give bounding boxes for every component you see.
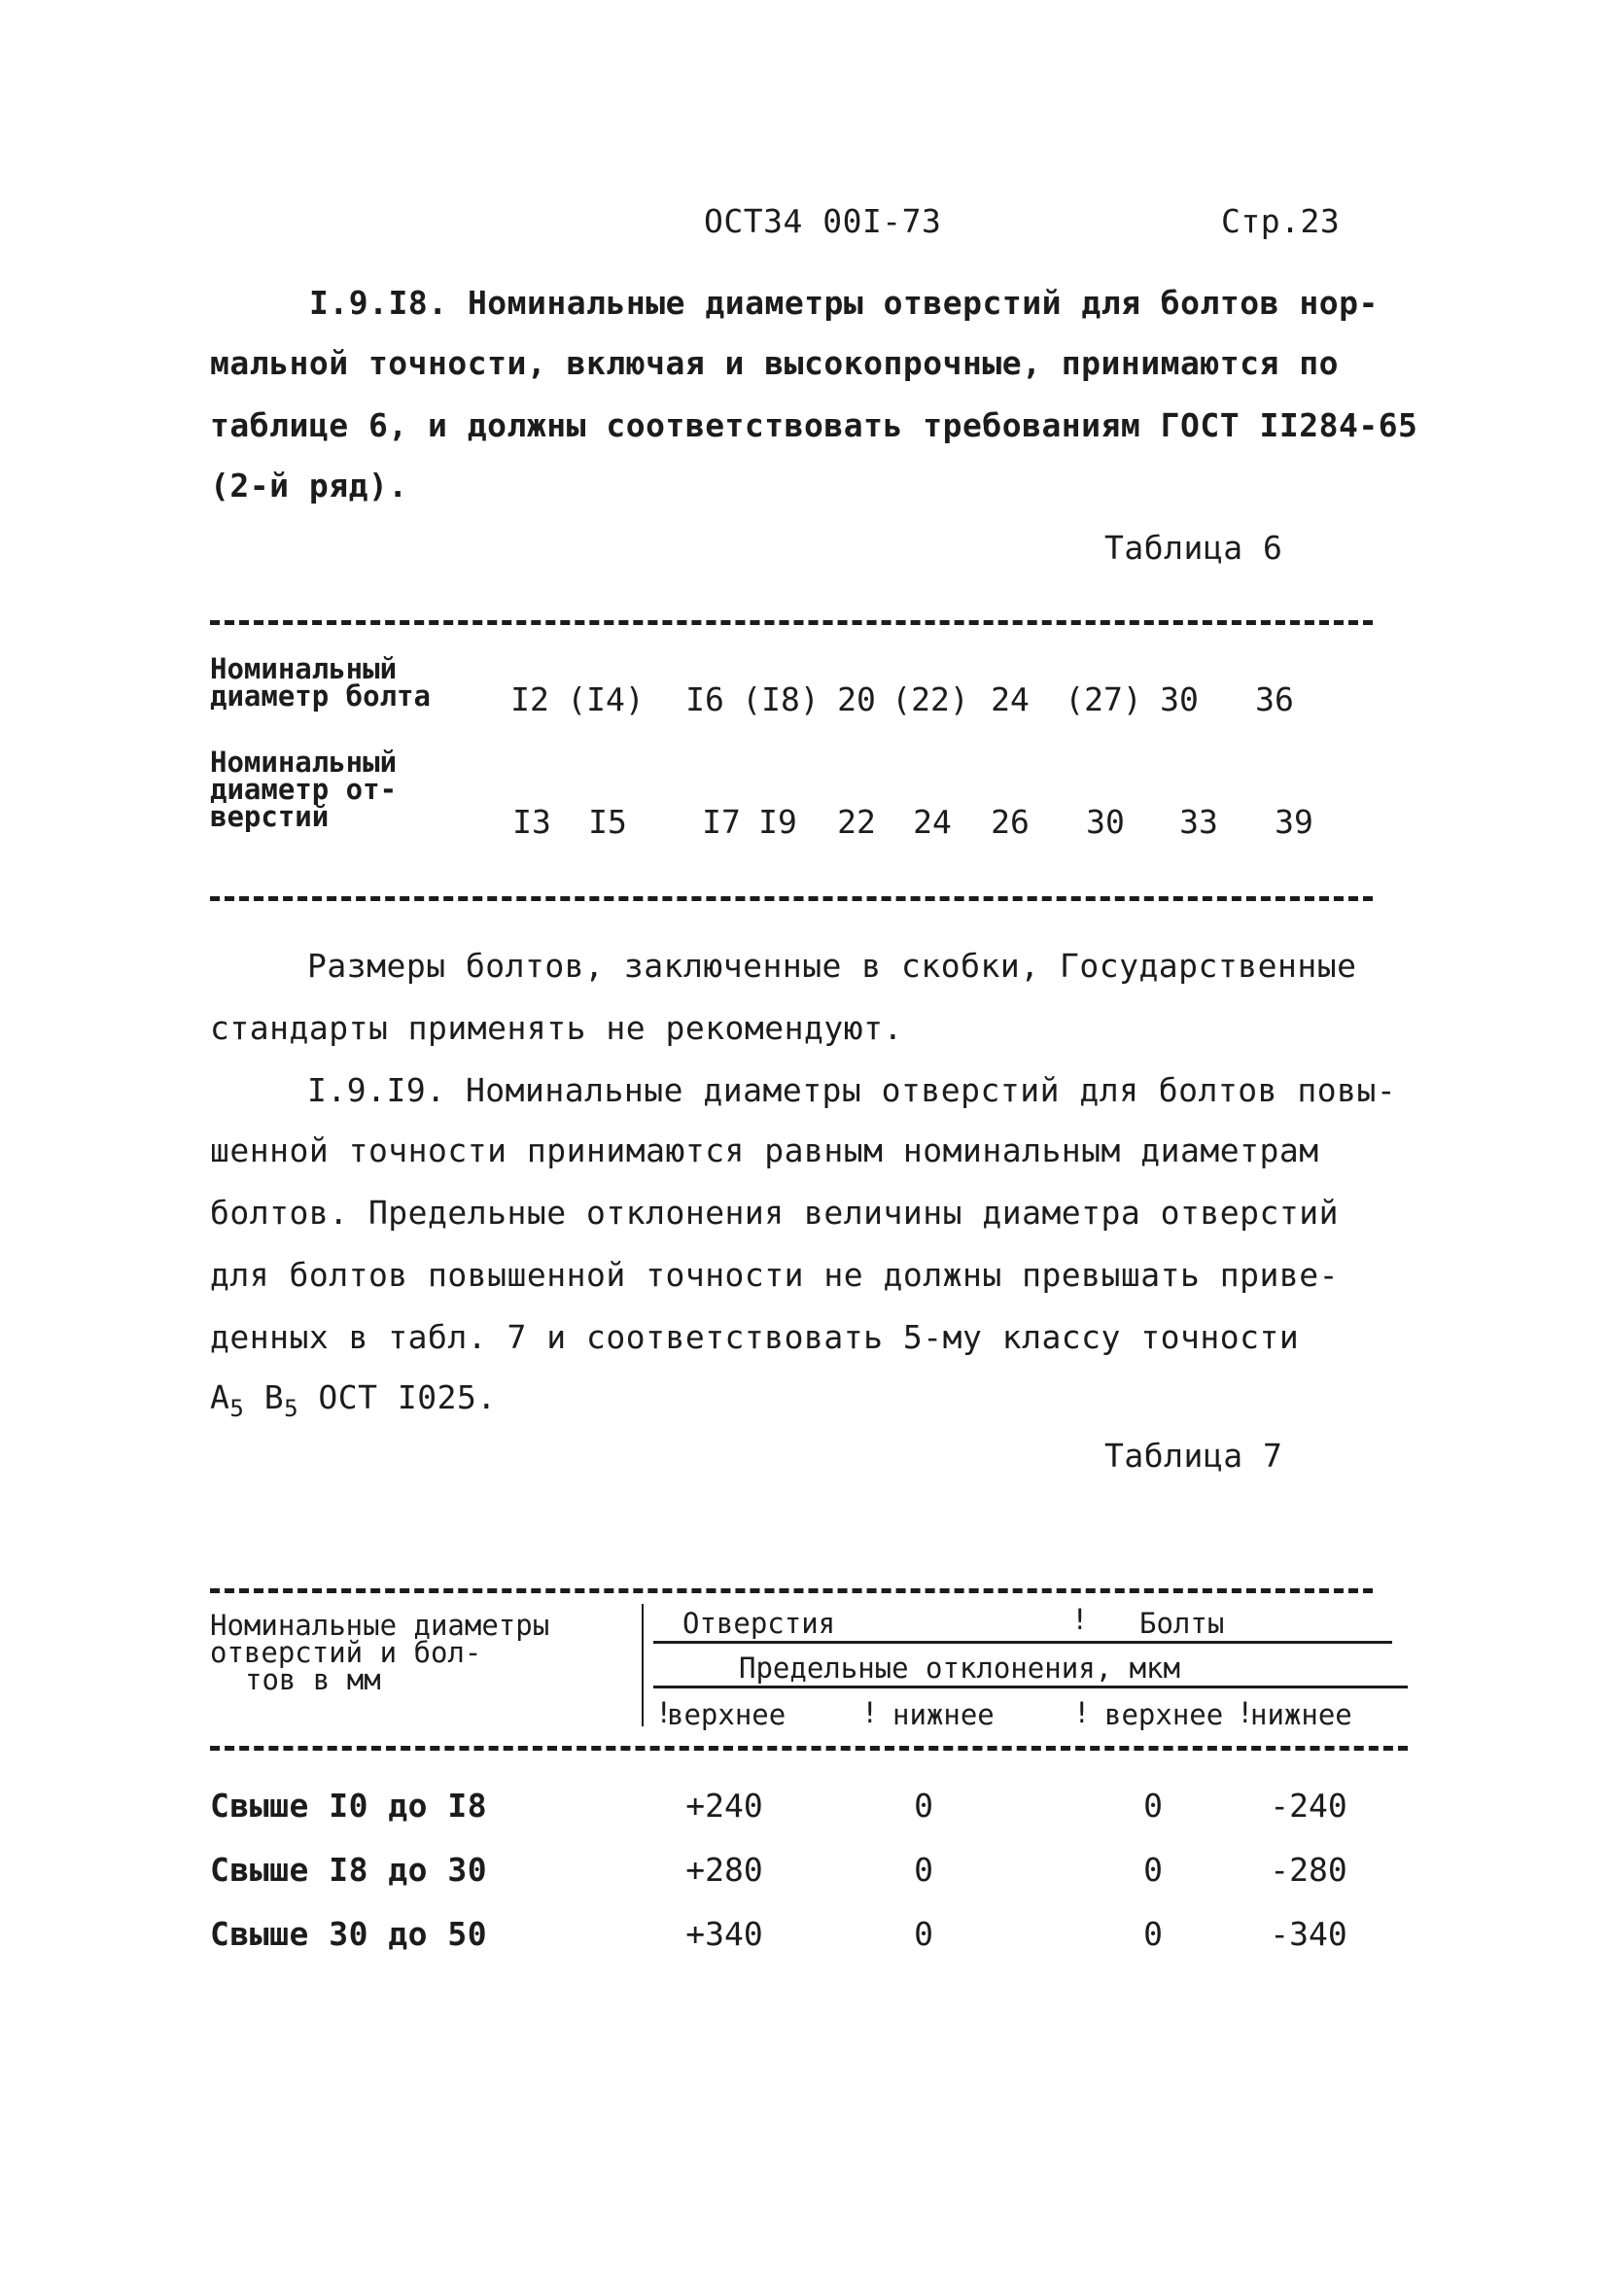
table7-cell: -240 bbox=[1270, 1787, 1347, 1825]
table7-cell: +340 bbox=[685, 1915, 763, 1953]
table6-row1-value: (I4) bbox=[567, 680, 645, 718]
para1-line: I.9.I8. Номинальные диаметры отверстий для болтов нор- bbox=[309, 284, 1379, 322]
table7-cell: +240 bbox=[685, 1787, 763, 1825]
table7-col-sep: ! bbox=[655, 1696, 673, 1729]
table6-row1-value: (22) bbox=[891, 680, 969, 718]
para2-line: денных в табл. 7 и соответствовать 5-му классу точности bbox=[210, 1318, 1300, 1356]
table7-subheader-underline bbox=[653, 1686, 1408, 1688]
table6-row2-value: I9 bbox=[758, 803, 797, 841]
table7-col-header: нижнее bbox=[1250, 1698, 1352, 1731]
table7-col-sep: ! bbox=[1073, 1696, 1091, 1729]
table6-caption: Таблица 6 bbox=[1104, 529, 1283, 567]
table7-head-label: Номинальные диаметры отверстий и бол- тов в мм bbox=[210, 1609, 550, 1696]
table7-col-header: верхнее bbox=[1104, 1698, 1224, 1731]
table7-cell: 0 bbox=[1143, 1787, 1163, 1825]
para1-line: мальной точности, включая и высокопрочные, принимаются по bbox=[210, 344, 1339, 382]
table7-subheader: Предельные отклонения, мкм bbox=[739, 1652, 1180, 1685]
table6-row2-value: 30 bbox=[1086, 803, 1125, 841]
table6-row1-value: 36 bbox=[1255, 680, 1294, 718]
para2-line: I.9.I9. Номинальные диаметры отверстий для болтов повы- bbox=[307, 1071, 1397, 1109]
table7-cell: 0 bbox=[914, 1851, 933, 1889]
table7-col-sep: ! bbox=[861, 1696, 879, 1729]
table6-row2-label: Номинальный диаметр от- верстий bbox=[210, 746, 398, 833]
table6-row1-value: I6 bbox=[685, 680, 724, 718]
table7-cell: 0 bbox=[1143, 1915, 1163, 1953]
para1-line: таблице 6, и должны соответствовать требованиям ГОСТ II284-65 bbox=[210, 406, 1418, 444]
table7-row-label: Свыше I0 до I8 bbox=[210, 1787, 488, 1825]
page-number: Стр.23 bbox=[1221, 202, 1341, 240]
note-line: Размеры болтов, заключенные в скобки, Государственные bbox=[307, 947, 1357, 985]
table7-col-sep: ! bbox=[1237, 1696, 1254, 1729]
para2-line: шенной точности принимаются равным номинальным диаметрам bbox=[210, 1131, 1319, 1169]
table7-cell: 0 bbox=[914, 1915, 933, 1953]
table7-top-rule bbox=[210, 1588, 1373, 1593]
table7-group-separator: ! bbox=[1071, 1603, 1089, 1636]
para2-line: болтов. Предельные отклонения величины диаметра отверстий bbox=[210, 1194, 1339, 1232]
table7-vertical-divider bbox=[642, 1604, 644, 1726]
table7-cell: -340 bbox=[1270, 1915, 1347, 1953]
para2-last-line: $A_5$ $B_5$ ОСТ I025. bbox=[210, 1378, 497, 1422]
table6-row1-value: 20 bbox=[837, 680, 876, 718]
table6-row2-value: 33 bbox=[1179, 803, 1218, 841]
document-code: ОСТ34 00I-73 bbox=[704, 202, 942, 240]
table6-row2-value: I5 bbox=[588, 803, 627, 841]
table6-row2-value: 26 bbox=[991, 803, 1030, 841]
table7-group-underline bbox=[653, 1641, 1392, 1644]
table7-group-bolts: Болты bbox=[1139, 1607, 1225, 1640]
table7-cell: 0 bbox=[914, 1787, 933, 1825]
table6-row1-value: 24 bbox=[991, 680, 1030, 718]
table6-top-rule bbox=[210, 620, 1373, 625]
para1-line: (2-й ряд). bbox=[210, 467, 408, 504]
table6-row1-value: (27) bbox=[1065, 680, 1142, 718]
note-line: стандарты применять не рекомендуют. bbox=[210, 1009, 903, 1047]
table6-row2-value: 24 bbox=[913, 803, 952, 841]
table7-cell: +280 bbox=[685, 1851, 763, 1889]
table6-row1-value: (I8) bbox=[742, 680, 820, 718]
table7-col-header: нижнее bbox=[892, 1698, 995, 1731]
table7-row-label: Свыше 30 до 50 bbox=[210, 1915, 488, 1953]
table7-group-holes: Отверстия bbox=[682, 1607, 836, 1640]
table7-cell: -280 bbox=[1270, 1851, 1347, 1889]
table6-row1-label: Номинальный диаметр болта bbox=[210, 652, 431, 713]
table6-row2-value: I7 bbox=[702, 803, 741, 841]
table6-row1-value: 30 bbox=[1160, 680, 1199, 718]
table6-bottom-rule bbox=[210, 896, 1373, 901]
table6-row2-value: 22 bbox=[837, 803, 876, 841]
para2-line: для болтов повышенной точности не должны превышать приве- bbox=[210, 1256, 1339, 1294]
table6-row2-value: 39 bbox=[1275, 803, 1313, 841]
table7-col-header: верхнее bbox=[667, 1698, 787, 1731]
table7-header-rule bbox=[210, 1746, 1408, 1751]
table6-row1-value: I2 bbox=[510, 680, 549, 718]
table6-row2-value: I3 bbox=[512, 803, 551, 841]
table7-cell: 0 bbox=[1143, 1851, 1163, 1889]
table7-caption: Таблица 7 bbox=[1104, 1437, 1283, 1475]
table7-row-label: Свыше I8 до 30 bbox=[210, 1851, 488, 1889]
